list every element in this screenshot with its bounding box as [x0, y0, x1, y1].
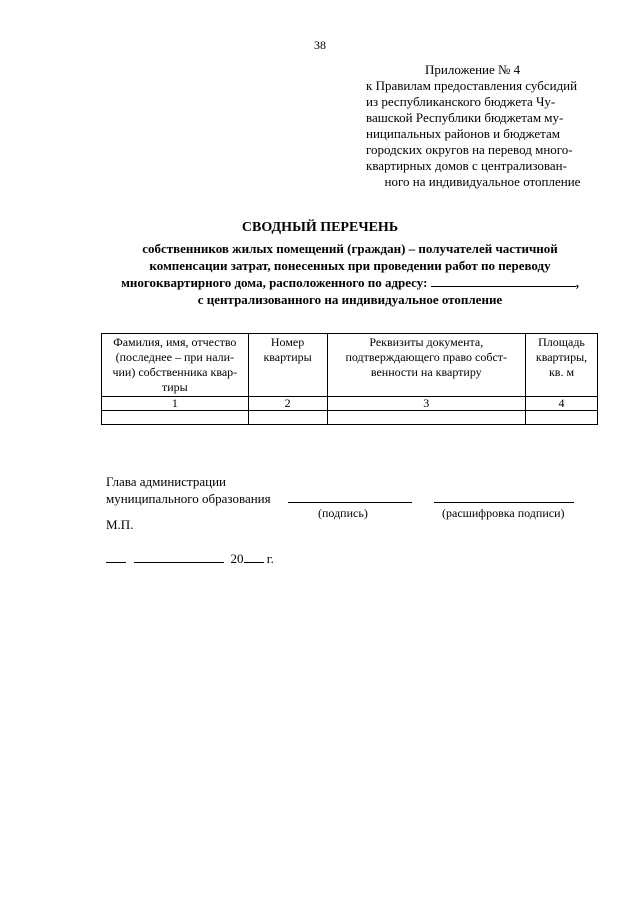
year-prefix: 20	[230, 551, 244, 566]
day-blank[interactable]	[106, 552, 126, 563]
address-blank[interactable]	[431, 276, 576, 287]
page-number: 38	[314, 38, 326, 52]
table-header-row	[102, 334, 598, 397]
appendix-line: ниципальных районов и бюджетам	[366, 126, 561, 141]
year-suffix: г.	[266, 551, 274, 566]
subtitle-last-line: с централизованного на индивидуальное отопление	[197, 292, 503, 307]
table-cell[interactable]	[327, 411, 526, 425]
address-prefix: многоквартирного дома, расположенного по адресу:	[121, 275, 428, 290]
subtitle-line: компенсации затрат, понесенных при проведении работ по переводу	[149, 258, 551, 273]
header-apartment-number: Номер квартиры	[248, 334, 327, 397]
document-subtitle	[100, 240, 600, 308]
table-number-row	[102, 397, 598, 411]
appendix-line: из республиканского бюджета Чу-	[366, 94, 556, 109]
header-apartment-area: Площадь квартиры, кв. м	[526, 334, 598, 397]
appendix-line: квартирных домов с централизован-	[366, 158, 567, 173]
appendix-line: вашской Республики бюджетам му-	[366, 110, 564, 125]
column-number: 2	[248, 397, 327, 411]
appendix-text	[366, 78, 599, 190]
month-blank[interactable]	[134, 552, 224, 563]
signature-decoding-caption: (расшифровка подписи)	[442, 506, 565, 520]
signatory-title: Глава администрации	[106, 474, 227, 489]
table-cell[interactable]	[102, 411, 249, 425]
header-ownership-document: Реквизиты документа, подтверждающего право собст-венности на квартиру	[327, 334, 526, 397]
signatory-organization: муниципального образования	[106, 491, 271, 506]
appendix-line: к Правилам предоставления субсидий	[366, 78, 578, 93]
appendix-line-last: ного на индивидуальное отопление	[384, 174, 581, 189]
owners-table	[101, 333, 598, 425]
table-row	[102, 411, 598, 425]
signature-line[interactable]	[288, 502, 412, 503]
stamp-place: М.П.	[106, 517, 134, 532]
column-number: 3	[327, 397, 526, 411]
column-number: 1	[102, 397, 249, 411]
table-cell[interactable]	[526, 411, 598, 425]
header-owner-name: Фамилия, имя, отчество (последнее – при нали-чии) собственника квар-тиры	[102, 334, 249, 397]
appendix-title: Приложение № 4	[425, 62, 521, 77]
signature-decoding-line[interactable]	[434, 502, 574, 503]
date-row	[106, 551, 274, 567]
subtitle-line: собственников жилых помещений (граждан) – получателей частичной	[142, 241, 558, 256]
document-title: СВОДНЫЙ ПЕРЕЧЕНЬ	[241, 220, 399, 235]
table-cell[interactable]	[248, 411, 327, 425]
column-number: 4	[526, 397, 598, 411]
signature-caption: (подпись)	[318, 506, 368, 520]
address-suffix: ,	[575, 275, 579, 290]
appendix-line: городских округов на перевод много-	[366, 142, 573, 157]
year-blank[interactable]	[244, 552, 264, 563]
signatory-block	[106, 473, 271, 507]
address-line	[100, 274, 600, 291]
